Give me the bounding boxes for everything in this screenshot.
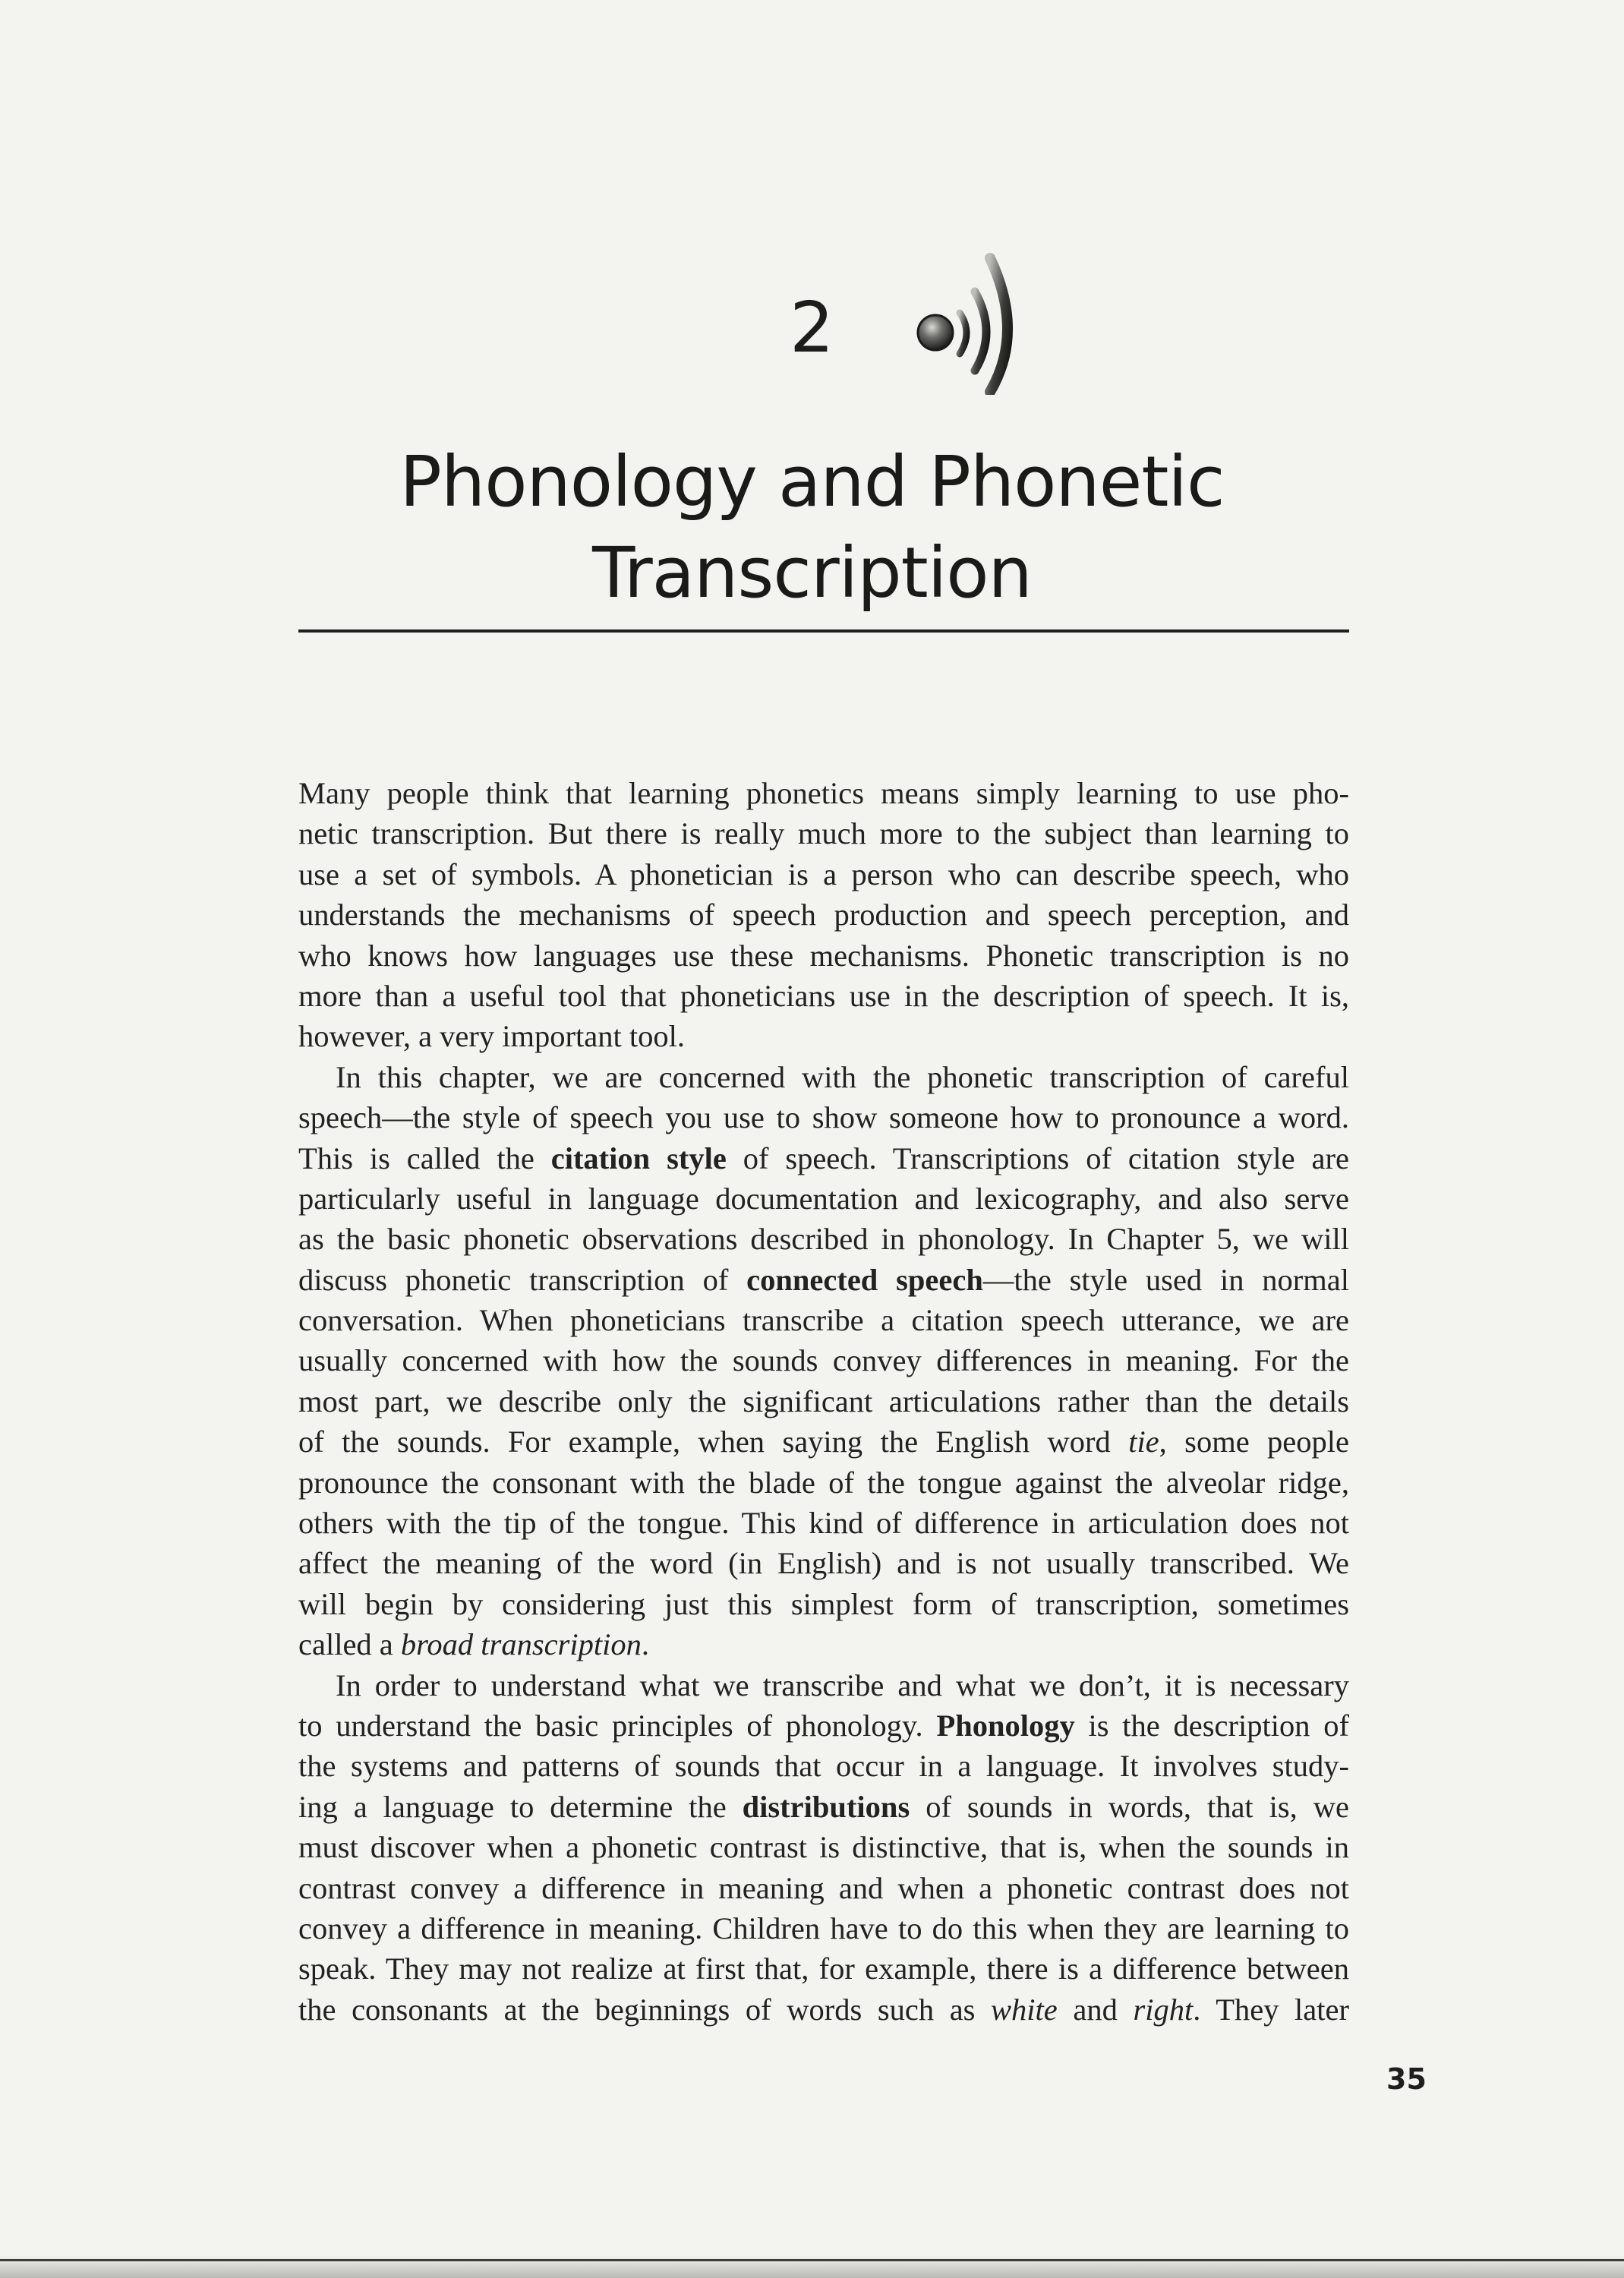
sound-wave-3 [990, 258, 1008, 392]
chapter-number: 2 [790, 287, 834, 368]
text-line: however, a very important tool. [298, 1019, 685, 1054]
speaker-ball [918, 315, 953, 350]
text-segment: . [641, 1627, 649, 1662]
text-line: particularly useful in language documentation and lexicography, and also serve [298, 1181, 1349, 1216]
text-line: will begin by considering just this simplest form of transcription, sometimes [298, 1586, 1349, 1621]
example-word-tie: tie [1128, 1425, 1159, 1459]
text-line [298, 1624, 1349, 1664]
term-phonology: Phonology [936, 1708, 1075, 1743]
text-line: others with the tip of the tongue. This kind of difference in articulation does not [298, 1506, 1349, 1541]
title-divider [298, 629, 1349, 633]
paragraph-2 [298, 1057, 1349, 1665]
text-line: most part, we describe only the significant articulations rather than the details [298, 1384, 1349, 1418]
text-line [298, 1138, 1349, 1178]
text-line [298, 1787, 1349, 1827]
text-line: use a set of symbols. A phonetician is a person who can describe speech, who [298, 857, 1349, 891]
sound-wave-2 [975, 292, 986, 371]
text-segment: called a [298, 1627, 401, 1662]
text-line: pronounce the consonant with the blade of the tongue against the alveolar ridge, [298, 1465, 1349, 1500]
text-segment: of the sounds. For example, when saying the English word [298, 1425, 1129, 1459]
text-segment: , some people [1159, 1425, 1350, 1459]
term-broad-transcription: broad transcription [400, 1627, 642, 1662]
text-line: understands the mechanisms of speech production and speech perception, and [298, 898, 1349, 932]
text-segment: to understand the basic principles of phonology. [298, 1708, 937, 1743]
chapter-title-line-1: Phonology and Phonetic [399, 441, 1225, 522]
term-distributions: distributions [742, 1789, 910, 1824]
text-line: speech—the style of speech you use to show someone how to pronounce a word. [298, 1100, 1349, 1135]
page-bottom-edge [0, 2255, 1624, 2278]
text-segment: is the description of [1074, 1708, 1349, 1743]
term-citation-style: citation style [550, 1141, 727, 1175]
text-line: the systems and patterns of sounds that occur in a language. It involves study- [298, 1749, 1349, 1784]
text-line: Many people think that learning phonetics means simply learning to use pho- [298, 776, 1349, 810]
text-line: must discover when a phonetic contrast is distinctive, that is, when the sounds in [298, 1830, 1349, 1865]
text-line: In this chapter, we are concerned with the phonetic transcription of careful [336, 1059, 1349, 1094]
text-line: conversation. When phoneticians transcribe a citation speech utterance, we are [298, 1303, 1349, 1338]
paragraph-1 [298, 773, 1349, 1057]
sound-wave-1 [960, 313, 967, 354]
text-segment: ing a language to determine the [298, 1789, 743, 1824]
text-segment: the consonants at the beginnings of words such as [298, 1992, 992, 2027]
text-line [298, 1421, 1349, 1462]
text-line: speak. They may not realize at first that, for example, there is a difference between [298, 1951, 1349, 1986]
paragraph-3 [298, 1665, 1349, 2030]
chapter-heading [790, 243, 1093, 395]
text-line: contrast convey a difference in meaning and when a phonetic contrast does not [298, 1870, 1349, 1905]
text-segment: . They later [1193, 1992, 1349, 2027]
speaker-sound-icon [910, 243, 1023, 395]
text-line [298, 1260, 1349, 1300]
text-segment: This is called the [298, 1141, 551, 1175]
text-line [298, 1705, 1349, 1746]
text-line [298, 1989, 1349, 2030]
text-line: as the basic phonetic observations described in phonology. In Chapter 5, we will [298, 1222, 1349, 1257]
text-line: usually concerned with how the sounds convey differences in meaning. For the [298, 1343, 1349, 1378]
term-connected-speech: connected speech [746, 1262, 983, 1297]
text-segment: —the style used in normal [982, 1262, 1349, 1297]
text-segment: discuss phonetic transcription of [298, 1262, 747, 1297]
text-segment: of sounds in words, that is, we [910, 1789, 1349, 1824]
text-segment: and [1057, 1992, 1134, 2027]
page-number: 35 [1386, 2062, 1427, 2096]
body-text [298, 773, 1349, 2030]
text-line: convey a difference in meaning. Children have to do this when they are learning to [298, 1910, 1349, 1945]
chapter-title-line-2: Transcription [592, 532, 1032, 614]
text-line: In order to understand what we transcribe and what we don’t, it is necessary [336, 1667, 1349, 1702]
example-word-right: right [1133, 1992, 1194, 2027]
text-line: more than a useful tool that phoneticians use in the description of speech. It is, [298, 978, 1349, 1013]
text-line: who knows how languages use these mechanisms. Phonetic transcription is no [298, 938, 1349, 973]
example-word-white: white [991, 1992, 1058, 2027]
text-line: netic transcription. But there is really much more to the subject than learning to [298, 816, 1349, 851]
text-segment: of speech. Transcriptions of citation style are [726, 1141, 1349, 1175]
chapter-title [0, 437, 1624, 619]
text-line: affect the meaning of the word (in English) and is not usually transcribed. We [298, 1546, 1349, 1581]
